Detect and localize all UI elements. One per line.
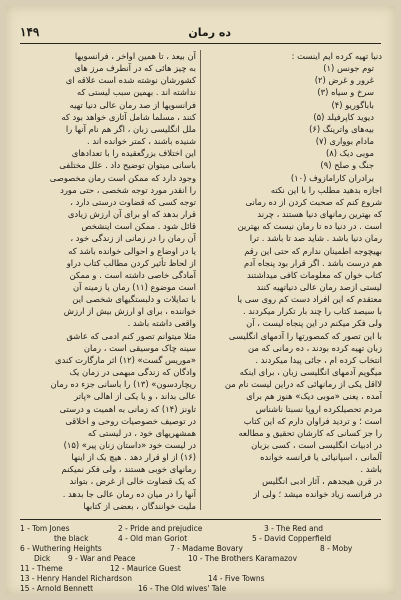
text-line: کشورشان نوشته شده است علاقه ای bbox=[65, 75, 196, 86]
footnote: 10 - The Brothers Karamazov bbox=[188, 553, 298, 563]
text-line: رمانهای خوبی هستند ، ولی فکر نمیکنم bbox=[61, 464, 196, 475]
footnote: 3 - The Red and bbox=[264, 523, 323, 533]
text-line: را انقدر مورد توجه شخصی ، حتی مورد bbox=[60, 184, 196, 195]
text-line: توجه کسی که قضاوت درستی دارد ، bbox=[70, 196, 196, 207]
footnote: 16 - The Old wives' Tale bbox=[138, 583, 227, 593]
text-line: هم درست باشد . اگر قرار بود پنجاه آدم bbox=[243, 257, 382, 268]
text-line: است موضوع (۱۱) رمان یا زمینه آن bbox=[72, 281, 196, 292]
novel-list bbox=[206, 62, 382, 184]
text-line: با تمایلات و دلبستگیهای شخصی این bbox=[72, 294, 196, 305]
text-line: تاونز (۱۴) که زمانی به اهمیت و درستی bbox=[59, 403, 196, 414]
right-column-paragraph bbox=[206, 184, 382, 500]
text-line: است . در دنیا ده تا رمان نیست که بهترین bbox=[237, 221, 382, 232]
footnote-row bbox=[20, 554, 381, 564]
novel-list-item: توم جونس (۱) bbox=[323, 63, 374, 74]
footnote: 1 - Tom Jones bbox=[20, 523, 70, 533]
footnote-rule bbox=[20, 519, 381, 520]
novel-list-item: مادام بوواری (۷) bbox=[315, 136, 374, 147]
footnote: 13 - Henry Handel Richardson bbox=[20, 573, 132, 583]
text-line: وادگان که زندگی مبهمی در زمان یک bbox=[69, 367, 196, 378]
novel-list-item: سرخ و سیاه (۳) bbox=[317, 87, 374, 98]
running-title: ده رمان bbox=[188, 25, 231, 39]
text-line: آمده ، یعنی «موبی دیک» هنوز هم برای bbox=[246, 391, 382, 402]
text-line: که یک قضاوت خالی از غرض ، بتواند bbox=[69, 476, 196, 487]
text-line: این اختلاف بزرگعقیده را با تعدادهای bbox=[71, 148, 196, 159]
footnote: 6 - Wuthering Heights bbox=[20, 543, 102, 553]
text-line: لااقل یکی از رمانهائی که دراین لیست نام من bbox=[224, 379, 382, 390]
text-line: در فرانسه زیاد خوانده میشد ؛ ولی از bbox=[253, 488, 382, 499]
footnote: 4 - Old man Goriot bbox=[118, 533, 188, 543]
text-line: سینه چاک موسیقی است ، رمان bbox=[83, 342, 196, 353]
text-line: که بهترین رمانهای دنیا هستند ، چرند bbox=[257, 209, 382, 220]
text-line: است ؛ و تردید فراوان دارم که این کتاب bbox=[243, 415, 382, 426]
footnote: 15 - Arnold Bennett bbox=[20, 583, 94, 593]
text-line: نداشته اند . بهمین سبب لیستی که bbox=[76, 87, 196, 98]
text-line: باشد . bbox=[360, 464, 382, 475]
text-line: قائل شود . ممکن است اینشخص bbox=[81, 221, 196, 232]
text-line: کتاب خوان که معلومات کافی میداشتند bbox=[247, 269, 382, 280]
footnote: 12 - Maurice Guest bbox=[110, 563, 181, 573]
text-line: ولی فکر میکنم در این پنجاه لیست ، آن bbox=[246, 318, 382, 329]
text-line: ملیت خوانندگان ، بعضی از کتابها bbox=[83, 500, 196, 511]
text-line: در قرن هیجدهم ، آثار ادبی انگلیس bbox=[262, 476, 382, 487]
text-line: از لحاظ تأثیر کردن مطالب کتاب دراو bbox=[66, 257, 196, 268]
footnote-row bbox=[20, 584, 381, 594]
text-line: اجازه بدهید مطلب را با این نکته bbox=[270, 184, 382, 195]
text-line: وجود دارد که ممکن است رمان مخصوصی bbox=[49, 172, 196, 183]
text-line: را جز کسانی که کارشان تحقیق و مطالعه bbox=[238, 427, 382, 438]
novel-list-item: باباگوریو (۴) bbox=[331, 99, 374, 110]
text-line: با این تصور که ‌کمصورتها را آدمهای انگلیسی bbox=[228, 330, 382, 341]
text-line: «موریس گست» (۱۲) اثر مارگارت کندی bbox=[55, 354, 196, 365]
footnote: 9 - War and Peace bbox=[68, 553, 136, 563]
text-line: ملل انگلیسی زبان ، اگر هم نام آنها را bbox=[65, 123, 196, 134]
novel-list-item: جنگ و صلح (۹) bbox=[320, 160, 374, 171]
right-column-intro: دنیا تهیه کرده ایم اینست : bbox=[291, 51, 382, 61]
text-line: لیستی ازصد رمان عالی دنیاتهیه کنند bbox=[256, 281, 382, 292]
text-line: آن بیعد ، تا همین اواخر ، فرانسویها bbox=[74, 51, 196, 61]
text-line: انتخاب کرده ام ، جائی پیدا میکردند . bbox=[255, 354, 382, 365]
column-divider bbox=[200, 50, 201, 510]
text-line: با سیصد کتاب را چند بار تکرار میکردند . bbox=[242, 306, 382, 317]
text-line: مردم تحصیلکرده اروپا نسبتا ناشناس bbox=[255, 403, 382, 414]
text-line: آلمانی ، اسپانیائی یا فرانسه خوانده bbox=[260, 452, 382, 463]
text-line: آمادگی خاصی داشته است . و ممکن bbox=[69, 269, 196, 280]
novel-list-item: موبی دیک (۸) bbox=[325, 148, 374, 159]
footnote: 5 - David Copperfield bbox=[252, 533, 332, 543]
page-header bbox=[20, 24, 381, 40]
text-line: زبان تهیه کرده بودند ، ده رمانی که من bbox=[248, 342, 382, 353]
text-line: در توصیف خصوصیات روحی و اخلاقی bbox=[65, 415, 196, 426]
footnote: 2 - Pride and prejudice bbox=[118, 523, 203, 533]
footnote: 7 - Madame Bovary bbox=[170, 543, 243, 553]
text-line: یا در اوضاع و احوالی خوانده باشد که bbox=[68, 245, 196, 256]
header-rule bbox=[20, 43, 381, 44]
text-line: واقعی داشته باشد . bbox=[127, 318, 196, 329]
footnote: 14 - Five Towns bbox=[208, 573, 265, 583]
footnote: 8 - Moby bbox=[320, 543, 353, 553]
text-line: شنیده باشند ، کمتر خوانده اند . bbox=[87, 136, 196, 147]
text-line: رمان دنیا باشد . شاید صد تا باشد . ترا bbox=[249, 233, 382, 244]
text-line: شروع کنم که صحبت کردن از ده رمانی bbox=[245, 196, 382, 207]
footnote: 11 - Theme bbox=[20, 563, 63, 573]
text-line: آنها را در میان ده رمان عالی جا بدهد . bbox=[62, 488, 196, 499]
text-line: در لیست خود «داستان زنان پیر» (۱۵) bbox=[63, 440, 196, 450]
novel-list-item: دیوید کاپرفیلد (۵) bbox=[313, 111, 374, 122]
left-column bbox=[20, 50, 196, 516]
text-line: قرار بدهد که او برای آن ارزش زیادی bbox=[67, 209, 196, 220]
text-line: همشهریهای خود ، در لیستی که bbox=[87, 427, 196, 438]
text-line: عالی بداند ، و یا یکی از اهالی «پاتر bbox=[74, 391, 196, 402]
text-line: باسانی میتوان توضیح داد . علل مختلفی bbox=[59, 160, 196, 171]
text-line: خواننده ، برای او ارزش بیش از ارزش bbox=[63, 306, 196, 317]
text-line: آن رمان را در زمانی از زندگی خود ، bbox=[70, 233, 196, 244]
text-line: به چیز هائی که در آنطرف مرز های bbox=[74, 63, 196, 74]
footnote: Dick bbox=[34, 553, 51, 563]
text-line: کنند ، مسلما شامل آثاری خواهد بود که bbox=[61, 111, 196, 122]
footnote: the black bbox=[54, 533, 89, 543]
text-line: (۱۶) از او قرار دهد . هیچ یک از اینها bbox=[71, 452, 196, 463]
text-line: فرانسویها از صد رمان عالی دنیا تهیه bbox=[69, 99, 196, 110]
text-line: ریچاردسون» (۱۳) را باسانی جزء ده رمان bbox=[50, 379, 196, 390]
text-line: در ادبیات انگلیسی است ، کسی بزبان bbox=[251, 440, 382, 450]
text-line: معتقدم که این افراد دست کم روی سی یا bbox=[237, 294, 382, 305]
right-column bbox=[206, 50, 382, 516]
book-page bbox=[6, 6, 395, 594]
text-line: بهیچوجه اطمینان ندارم که حتی این رقم bbox=[244, 245, 382, 256]
page-number: ۱۴۹ bbox=[20, 25, 40, 39]
novel-list-item: برادران کارامازوف (۱۰) bbox=[290, 172, 374, 183]
text-line: مثلا میتوانم تصور کنم ادمی که عاشق bbox=[66, 330, 196, 341]
novel-list-item: بیه‌های واترینگ (۶) bbox=[309, 123, 374, 134]
text-line: میگویم آدمهای انگلیسی زبان ، برای اینکه bbox=[239, 367, 382, 378]
novel-list-item: غرور و غرض (۲) bbox=[314, 75, 374, 86]
